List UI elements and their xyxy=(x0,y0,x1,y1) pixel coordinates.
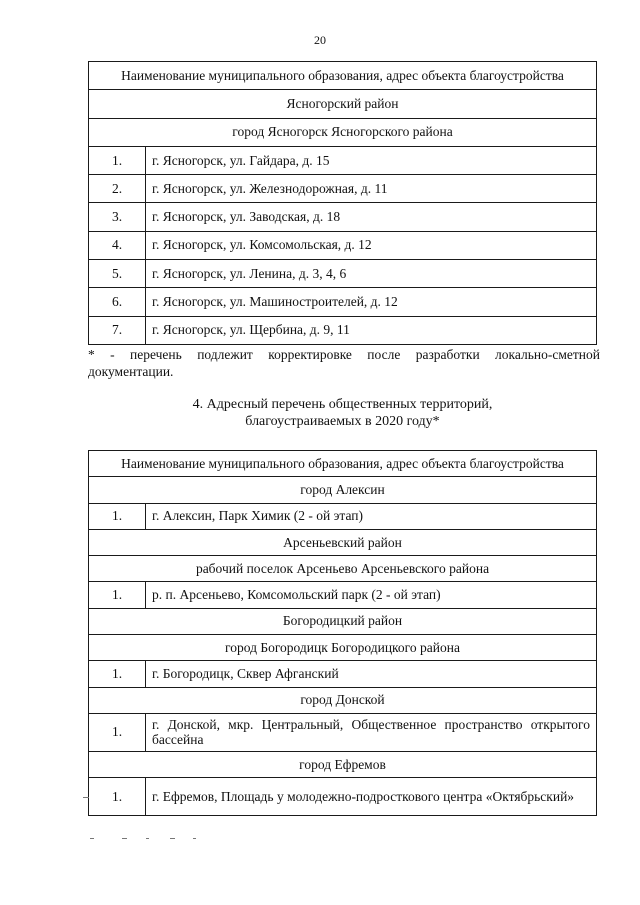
row-address: г. Богородицк, Сквер Афганский xyxy=(146,661,597,687)
row-number: 5. xyxy=(89,260,146,288)
row-number: 1. xyxy=(89,778,146,816)
row-number: 4. xyxy=(89,231,146,259)
table-row xyxy=(89,146,597,174)
table-yasnogorsk xyxy=(88,61,597,345)
row-number: 1. xyxy=(89,713,146,751)
city-row xyxy=(89,751,597,777)
table-row xyxy=(89,316,597,344)
table-header-row xyxy=(89,451,597,477)
city-name: город Богородицк Богородицкого района xyxy=(89,635,597,661)
row-number: 1. xyxy=(89,503,146,529)
section-title xyxy=(88,396,597,430)
city-name: город Донской xyxy=(89,687,597,713)
city-row xyxy=(89,635,597,661)
city-row xyxy=(89,118,597,146)
city-row xyxy=(89,687,597,713)
district-name: Богородицкий район xyxy=(89,608,597,634)
table-header: Наименование муниципального образования, адрес объекта благоустройства xyxy=(89,451,597,477)
row-address: г. Ясногорск, ул. Гайдара, д. 15 xyxy=(146,146,597,174)
scan-speck xyxy=(122,838,127,839)
settlement-name: рабочий поселок Арсеньево Арсеньевского района xyxy=(89,556,597,582)
row-number: 1. xyxy=(89,661,146,687)
table-public-territories xyxy=(88,450,597,816)
row-address: р. п. Арсеньево, Комсомольский парк (2 - ой этап) xyxy=(146,582,597,608)
row-number: 1. xyxy=(89,582,146,608)
row-number: 2. xyxy=(89,175,146,203)
row-address: г. Ясногорск, ул. Заводская, д. 18 xyxy=(146,203,597,231)
table-row xyxy=(89,778,597,816)
table-row xyxy=(89,661,597,687)
row-address: г. Ефремов, Площадь у молодежно-подросткового центра «Октябрьский» xyxy=(146,778,597,816)
city-name: город Алексин xyxy=(89,477,597,503)
row-address: г. Ясногорск, ул. Щербина, д. 9, 11 xyxy=(146,316,597,344)
row-address: г. Ясногорск, ул. Ленина, д. 3, 4, 6 xyxy=(146,260,597,288)
table-row xyxy=(89,503,597,529)
table-row xyxy=(89,231,597,259)
settlement-row xyxy=(89,556,597,582)
scan-speck xyxy=(146,838,149,839)
scan-speck xyxy=(83,797,89,798)
table-header: Наименование муниципального образования, адрес объекта благоустройства xyxy=(89,62,597,90)
page-number: 20 xyxy=(314,33,326,47)
row-number: 1. xyxy=(89,146,146,174)
district-row xyxy=(89,529,597,555)
scan-speck xyxy=(193,838,196,839)
scan-speck xyxy=(170,838,175,839)
row-address: г. Алексин, Парк Химик (2 - ой этап) xyxy=(146,503,597,529)
row-number: 3. xyxy=(89,203,146,231)
table-header-row xyxy=(89,62,597,90)
table-row xyxy=(89,713,597,751)
district-row xyxy=(89,90,597,118)
city-row xyxy=(89,477,597,503)
table-row xyxy=(89,175,597,203)
table-row xyxy=(89,288,597,316)
row-number: 7. xyxy=(89,316,146,344)
city-name: город Ясногорск Ясногорского района xyxy=(89,118,597,146)
row-number: 6. xyxy=(89,288,146,316)
footnote: * - перечень подлежит корректировке после разработки локально-сметной документации. xyxy=(88,347,600,379)
district-name: Ясногорский район xyxy=(89,90,597,118)
section-title-line-1: 4. Адресный перечень общественных территорий, xyxy=(192,397,493,412)
city-name: город Ефремов xyxy=(89,751,597,777)
row-address: г. Ясногорск, ул. Железнодорожная, д. 11 xyxy=(146,175,597,203)
section-title-line-2: благоустраиваемых в 2020 году* xyxy=(245,414,440,429)
district-name: Арсеньевский район xyxy=(89,529,597,555)
row-address: г. Донской, мкр. Центральный, Общественное пространство открытого бассейна xyxy=(146,713,597,751)
scan-speck xyxy=(90,838,94,839)
district-row xyxy=(89,608,597,634)
table-row xyxy=(89,582,597,608)
table-row xyxy=(89,203,597,231)
row-address: г. Ясногорск, ул. Комсомольская, д. 12 xyxy=(146,231,597,259)
row-address: г. Ясногорск, ул. Машиностроителей, д. 12 xyxy=(146,288,597,316)
table-row xyxy=(89,260,597,288)
